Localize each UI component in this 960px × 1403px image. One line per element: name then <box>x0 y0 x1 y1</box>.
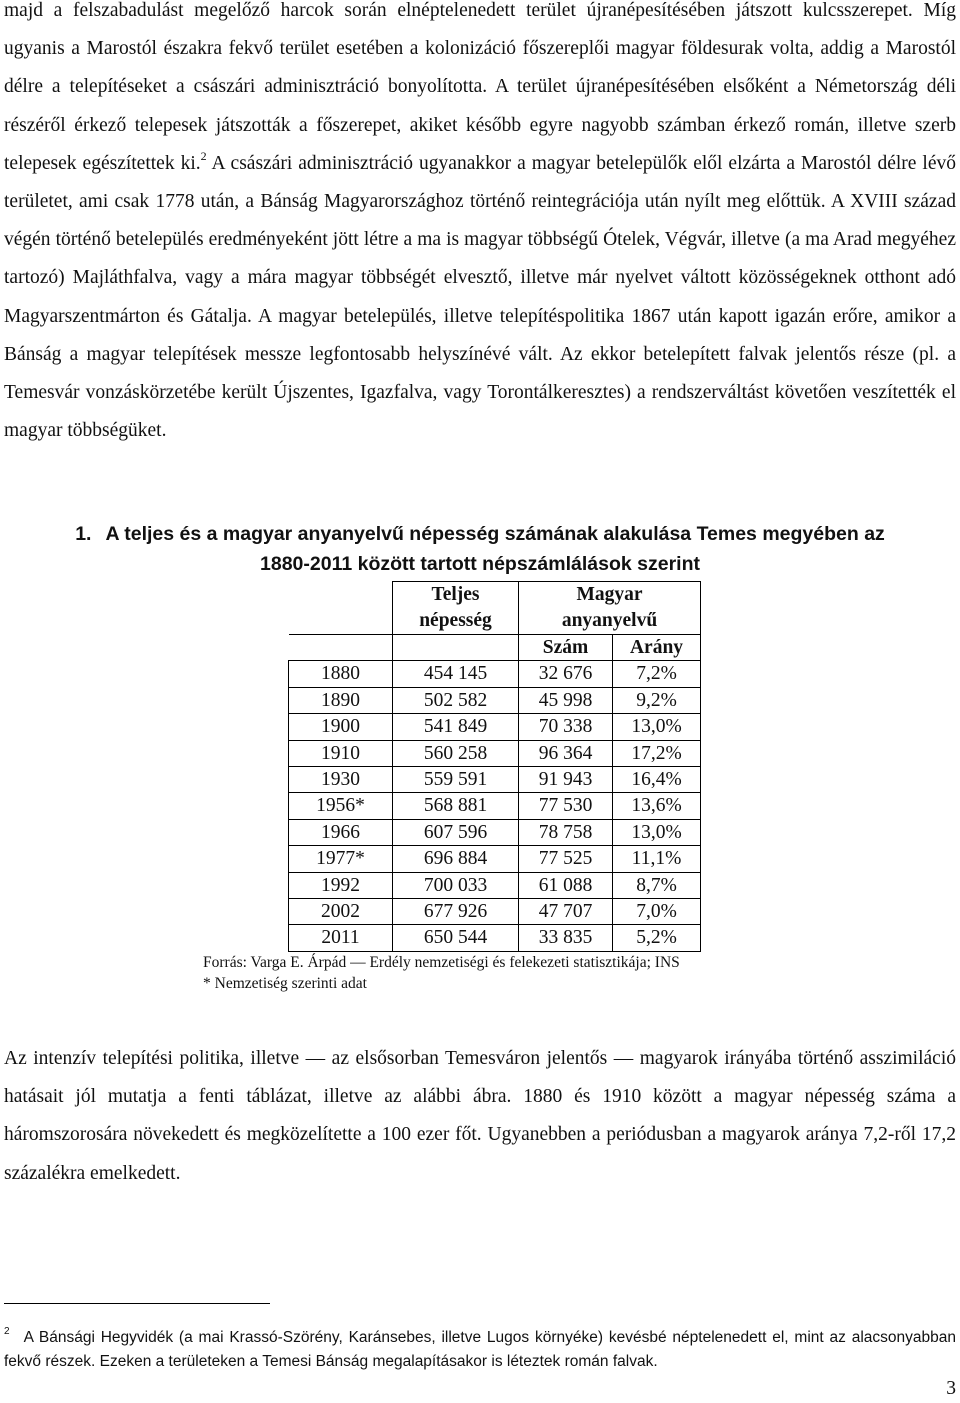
cell-total: 677 926 <box>393 899 519 925</box>
footnote-separator <box>4 1303 270 1304</box>
header-hu-line-2: anyanyelvű <box>561 610 658 631</box>
cell-hu: 91 943 <box>519 767 613 793</box>
table-row <box>289 925 701 951</box>
cell-share: 9,2% <box>613 687 701 713</box>
cell-total: 502 582 <box>393 687 519 713</box>
body-paragraph-2: Az intenzív telepítési politika, illetve — az elsősorban Temesváron jelentős — magyarok irányába történő asszimiláció hatásait jól mutatja a fenti táblázat, illetve az alábbi ábra. 1880 és 1910 között a magyar népesség száma a háromszorosára növekedett és megközelítette a 100 ezer főt. Ugyanebben a periódusban a magyarok aránya 7,2-ről 17,2 százalékra emelkedett. <box>4 1048 956 1184</box>
page-number: 3 <box>946 1378 956 1399</box>
cell-hu: 32 676 <box>519 661 613 687</box>
cell-hu: 70 338 <box>519 714 613 740</box>
cell-year: 1977* <box>289 846 393 872</box>
cell-share: 16,4% <box>613 767 701 793</box>
cell-year: 2002 <box>289 899 393 925</box>
footnote-reference-2[interactable]: 2 <box>200 149 207 164</box>
table-source-note: Forrás: Varga E. Árpád — Erdély nemzetiségi és felekezeti statisztikája; INS <box>203 954 680 971</box>
cell-year: 2011 <box>289 925 393 951</box>
table-title-line-2: 1880-2011 között tartott népszámlálások szerint <box>260 552 700 575</box>
table-corner-cell <box>289 582 393 635</box>
cell-share: 13,0% <box>613 819 701 845</box>
cell-hu: 77 530 <box>519 793 613 819</box>
table-row <box>289 872 701 898</box>
cell-share: 13,0% <box>613 714 701 740</box>
cell-year: 1910 <box>289 740 393 766</box>
cell-total: 559 591 <box>393 767 519 793</box>
header-total-spacer <box>393 635 519 661</box>
cell-total: 560 258 <box>393 740 519 766</box>
cell-hu: 61 088 <box>519 872 613 898</box>
cell-share: 7,0% <box>613 899 701 925</box>
table-row <box>289 740 701 766</box>
cell-total: 700 033 <box>393 872 519 898</box>
table-row <box>289 767 701 793</box>
cell-share: 11,1% <box>613 846 701 872</box>
cell-hu: 45 998 <box>519 687 613 713</box>
footnote-2 <box>4 1322 956 1373</box>
paragraph-1-text-a: majd a felszabadulást megelőző harcok során elnéptelenedett terület újranépesítésében játszott kulcsszerepet. Míg ugyanis a Marostól északra fekvő terület esetében a kolonizáció főszereplői magyar földesurak volta, addig a Marostól délre a telepítéseket a császári adminisztráció bonyolította. A terület újranépesítésében elsőként a Németország déli részéről érkező telepesek játszották a főszerepet, akiket később egyre nagyobb számban érkező román, illetve szerb telepesek egészítettek ki. <box>4 0 956 174</box>
cell-total: 541 849 <box>393 714 519 740</box>
cell-total: 568 881 <box>393 793 519 819</box>
cell-hu: 78 758 <box>519 819 613 845</box>
table-row <box>289 661 701 687</box>
cell-hu: 47 707 <box>519 899 613 925</box>
table-corner-cell-2 <box>289 635 393 661</box>
cell-share: 8,7% <box>613 872 701 898</box>
table-row <box>289 899 701 925</box>
cell-share: 13,6% <box>613 793 701 819</box>
header-hu-line-1: Magyar <box>576 584 643 605</box>
cell-year: 1930 <box>289 767 393 793</box>
cell-share: 7,2% <box>613 661 701 687</box>
table-row <box>289 714 701 740</box>
cell-total: 454 145 <box>393 661 519 687</box>
header-total-line-1: Teljes <box>431 584 480 605</box>
header-hungarian-mother-tongue <box>519 582 701 635</box>
footnote-text: A Bánsági Hegyvidék (a mai Krassó-Szörény, Karánsebes, illetve Lugos környéke) kevésbé néptelenedett el, mint az alacsonyabban fekvő részek. Ezeken a területeken a Temesi Bánság megalapításakor is léteztek román falvak. <box>4 1329 956 1370</box>
table-star-note: * Nemzetiség szerinti adat <box>203 975 367 992</box>
table-row <box>289 793 701 819</box>
cell-hu: 96 364 <box>519 740 613 766</box>
header-share: Arány <box>613 635 701 661</box>
table-row <box>289 687 701 713</box>
body-paragraph-1 <box>4 0 956 450</box>
cell-hu: 77 525 <box>519 846 613 872</box>
cell-share: 17,2% <box>613 740 701 766</box>
table-number: 1. <box>75 523 92 545</box>
table-title-line-1 <box>0 520 960 550</box>
cell-year: 1956* <box>289 793 393 819</box>
cell-year: 1992 <box>289 872 393 898</box>
cell-year: 1890 <box>289 687 393 713</box>
table-row <box>289 846 701 872</box>
cell-total: 607 596 <box>393 819 519 845</box>
paragraph-1-text-b: A császári adminisztráció ugyanakkor a magyar betelepülők elől elzárta a Marostól délre lévő területet, ami csak 1778 után, a Bánság Magyarországhoz történő reintegrációja után nyílt meg előttük. A XVIII század végén történő betelepülés eredményeként jött létre a ma is magyar többségű Ótelek, Végvár, illetve (a ma Arad megyéhez tartozó) Majláthfalva, vagy a mára magyar többségét elvesztő, illetve már nyelvet váltott közösségeknek otthont adó Magyarszentmárton és Gátalja. A magyar betelepülés, illetve telepítéspolitika 1867 után kapott igazán erőre, amikor a Bánság a magyar telepítések messze legfontosabb helyszínévé vált. Az ekkor betelepített falvak jelentős része (pl. a Temesvár vonzáskörzetébe került Újszentes, Igazfalva, vagy Torontálkeresztes) a rendszerváltást követően veszítették el magyar többségüket. <box>4 152 956 442</box>
table-body <box>289 661 701 951</box>
cell-total: 696 884 <box>393 846 519 872</box>
header-total-population <box>393 582 519 635</box>
cell-year: 1880 <box>289 661 393 687</box>
cell-total: 650 544 <box>393 925 519 951</box>
footnote-marker: 2 <box>4 1326 10 1337</box>
cell-share: 5,2% <box>613 925 701 951</box>
table-title-text-1: A teljes és a magyar anyanyelvű népesség számának alakulása Temes megyében az <box>105 523 885 545</box>
table-row <box>289 819 701 845</box>
population-table <box>288 581 701 952</box>
table-title <box>0 520 960 579</box>
cell-hu: 33 835 <box>519 925 613 951</box>
cell-year: 1900 <box>289 714 393 740</box>
header-count: Szám <box>519 635 613 661</box>
cell-year: 1966 <box>289 819 393 845</box>
header-total-line-2: népesség <box>419 610 492 631</box>
